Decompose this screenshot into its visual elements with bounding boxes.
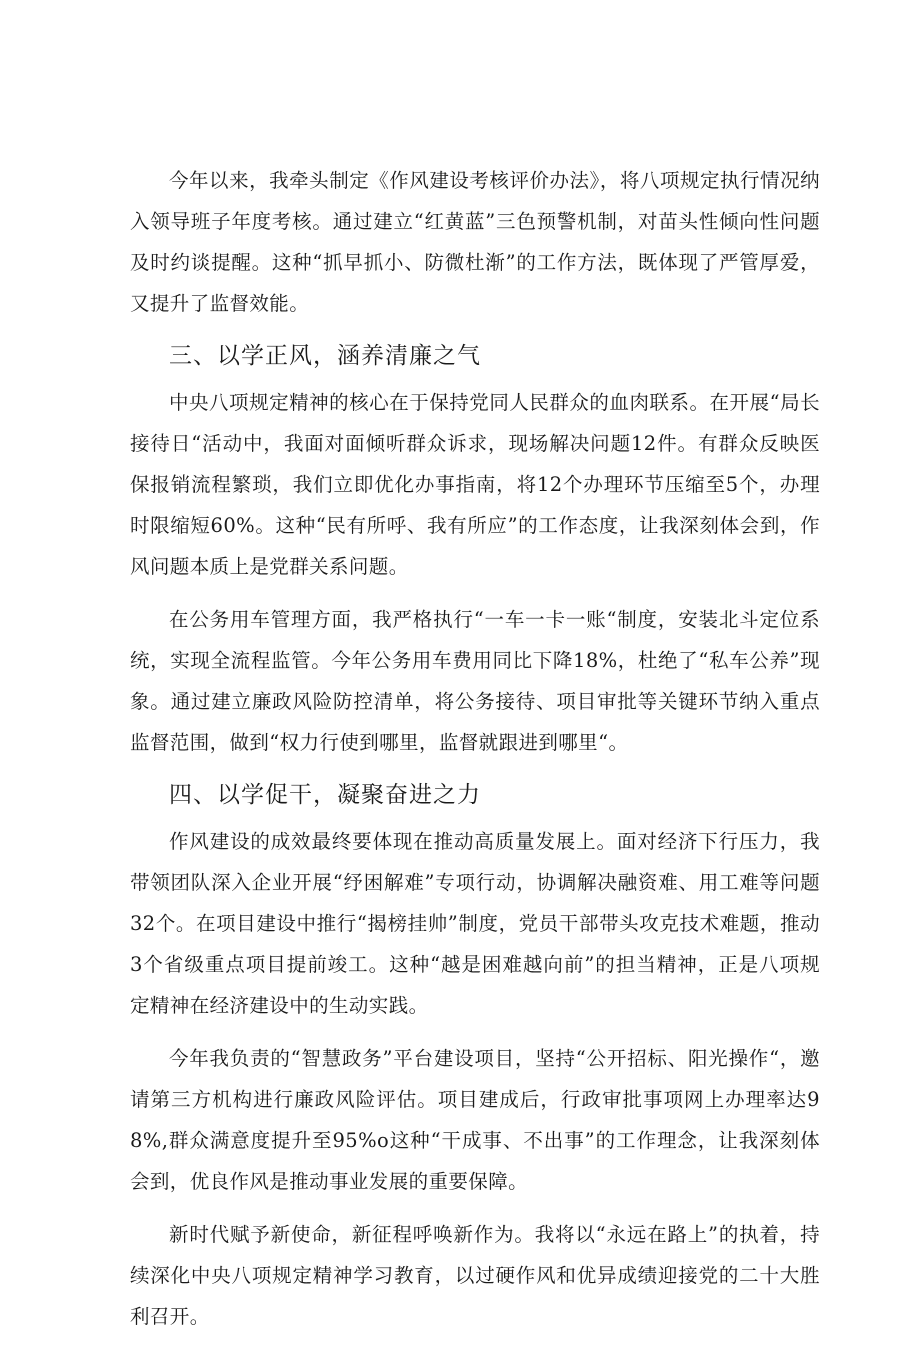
section-heading-3: 三、以学正风，涵养清廉之气 bbox=[169, 343, 481, 369]
paragraph-assessment-measures: 今年以来，我牵头制定《作风建设考核评价办法》，将八项规定执行情况纳入领导班子年度考核。通过建立“红黄蓝”三色预警机制，对苗头性倾向性问题及时约谈提醒。这种“抓早抓小、防微杜渐”的工作方法，既体现了严管厚爱，又提升了监督效能。 bbox=[130, 169, 820, 315]
paragraph-mass-line: 中央八项规定精神的核心在于保持党同人民群众的血肉联系。在开展“局长接待日“活动中，我面对面倾听群众诉求，现场解决问题12件。有群众反映医保报销流程繁琐，我们立即优化办事指南，将12个办理环节压缩至5个，办理时限缩短60%。这种“民有所呼、我有所应”的工作态度，让我深刻体会到，作风问题本质上是党群关系问题。 bbox=[130, 391, 820, 578]
paragraph-high-quality-development: 作风建设的成效最终要体现在推动高质量发展上。面对经济下行压力，我带领团队深入企业开展“纾困解难”专项行动，协调解决融资难、用工难等问题32个。在项目建设中推行“揭榜挂帅”制度，党员干部带头攻克技术难题，推动3个省级重点项目提前竣工。这种“越是困难越向前”的担当精神，正是八项规定精神在经济建设中的生动实践。 bbox=[130, 830, 820, 1017]
paragraph-smart-government: 今年我负责的“智慧政务”平台建设项目，坚持“公开招标、阳光操作“，邀请第三方机构进行廉政风险评估。项目建成后，行政审批事项网上办理率达98%,群众满意度提升至95%o这种“干成事、不出事”的工作理念，让我深刻体会到，优良作风是推动事业发展的重要保障。 bbox=[130, 1047, 820, 1193]
paragraph-conclusion: 新时代赋予新使命，新征程呼唤新作为。我将以“永远在路上”的执着，持续深化中央八项规定精神学习教育，以过硬作风和优异成绩迎接党的二十大胜利召开。 bbox=[130, 1223, 820, 1328]
section-heading-4: 四、以学促干，凝聚奋进之力 bbox=[169, 782, 481, 808]
paragraph-vehicle-management: 在公务用车管理方面，我严格执行“一车一卡一账“制度，安装北斗定位系统，实现全流程监管。今年公务用车费用同比下降18%，杜绝了“私车公养”现象。通过建立廉政风险防控清单，将公务接待、项目审批等关键环节纳入重点监督范围，做到“权力行使到哪里，监督就跟进到哪里“。 bbox=[130, 608, 820, 754]
document-body bbox=[130, 160, 820, 1349]
